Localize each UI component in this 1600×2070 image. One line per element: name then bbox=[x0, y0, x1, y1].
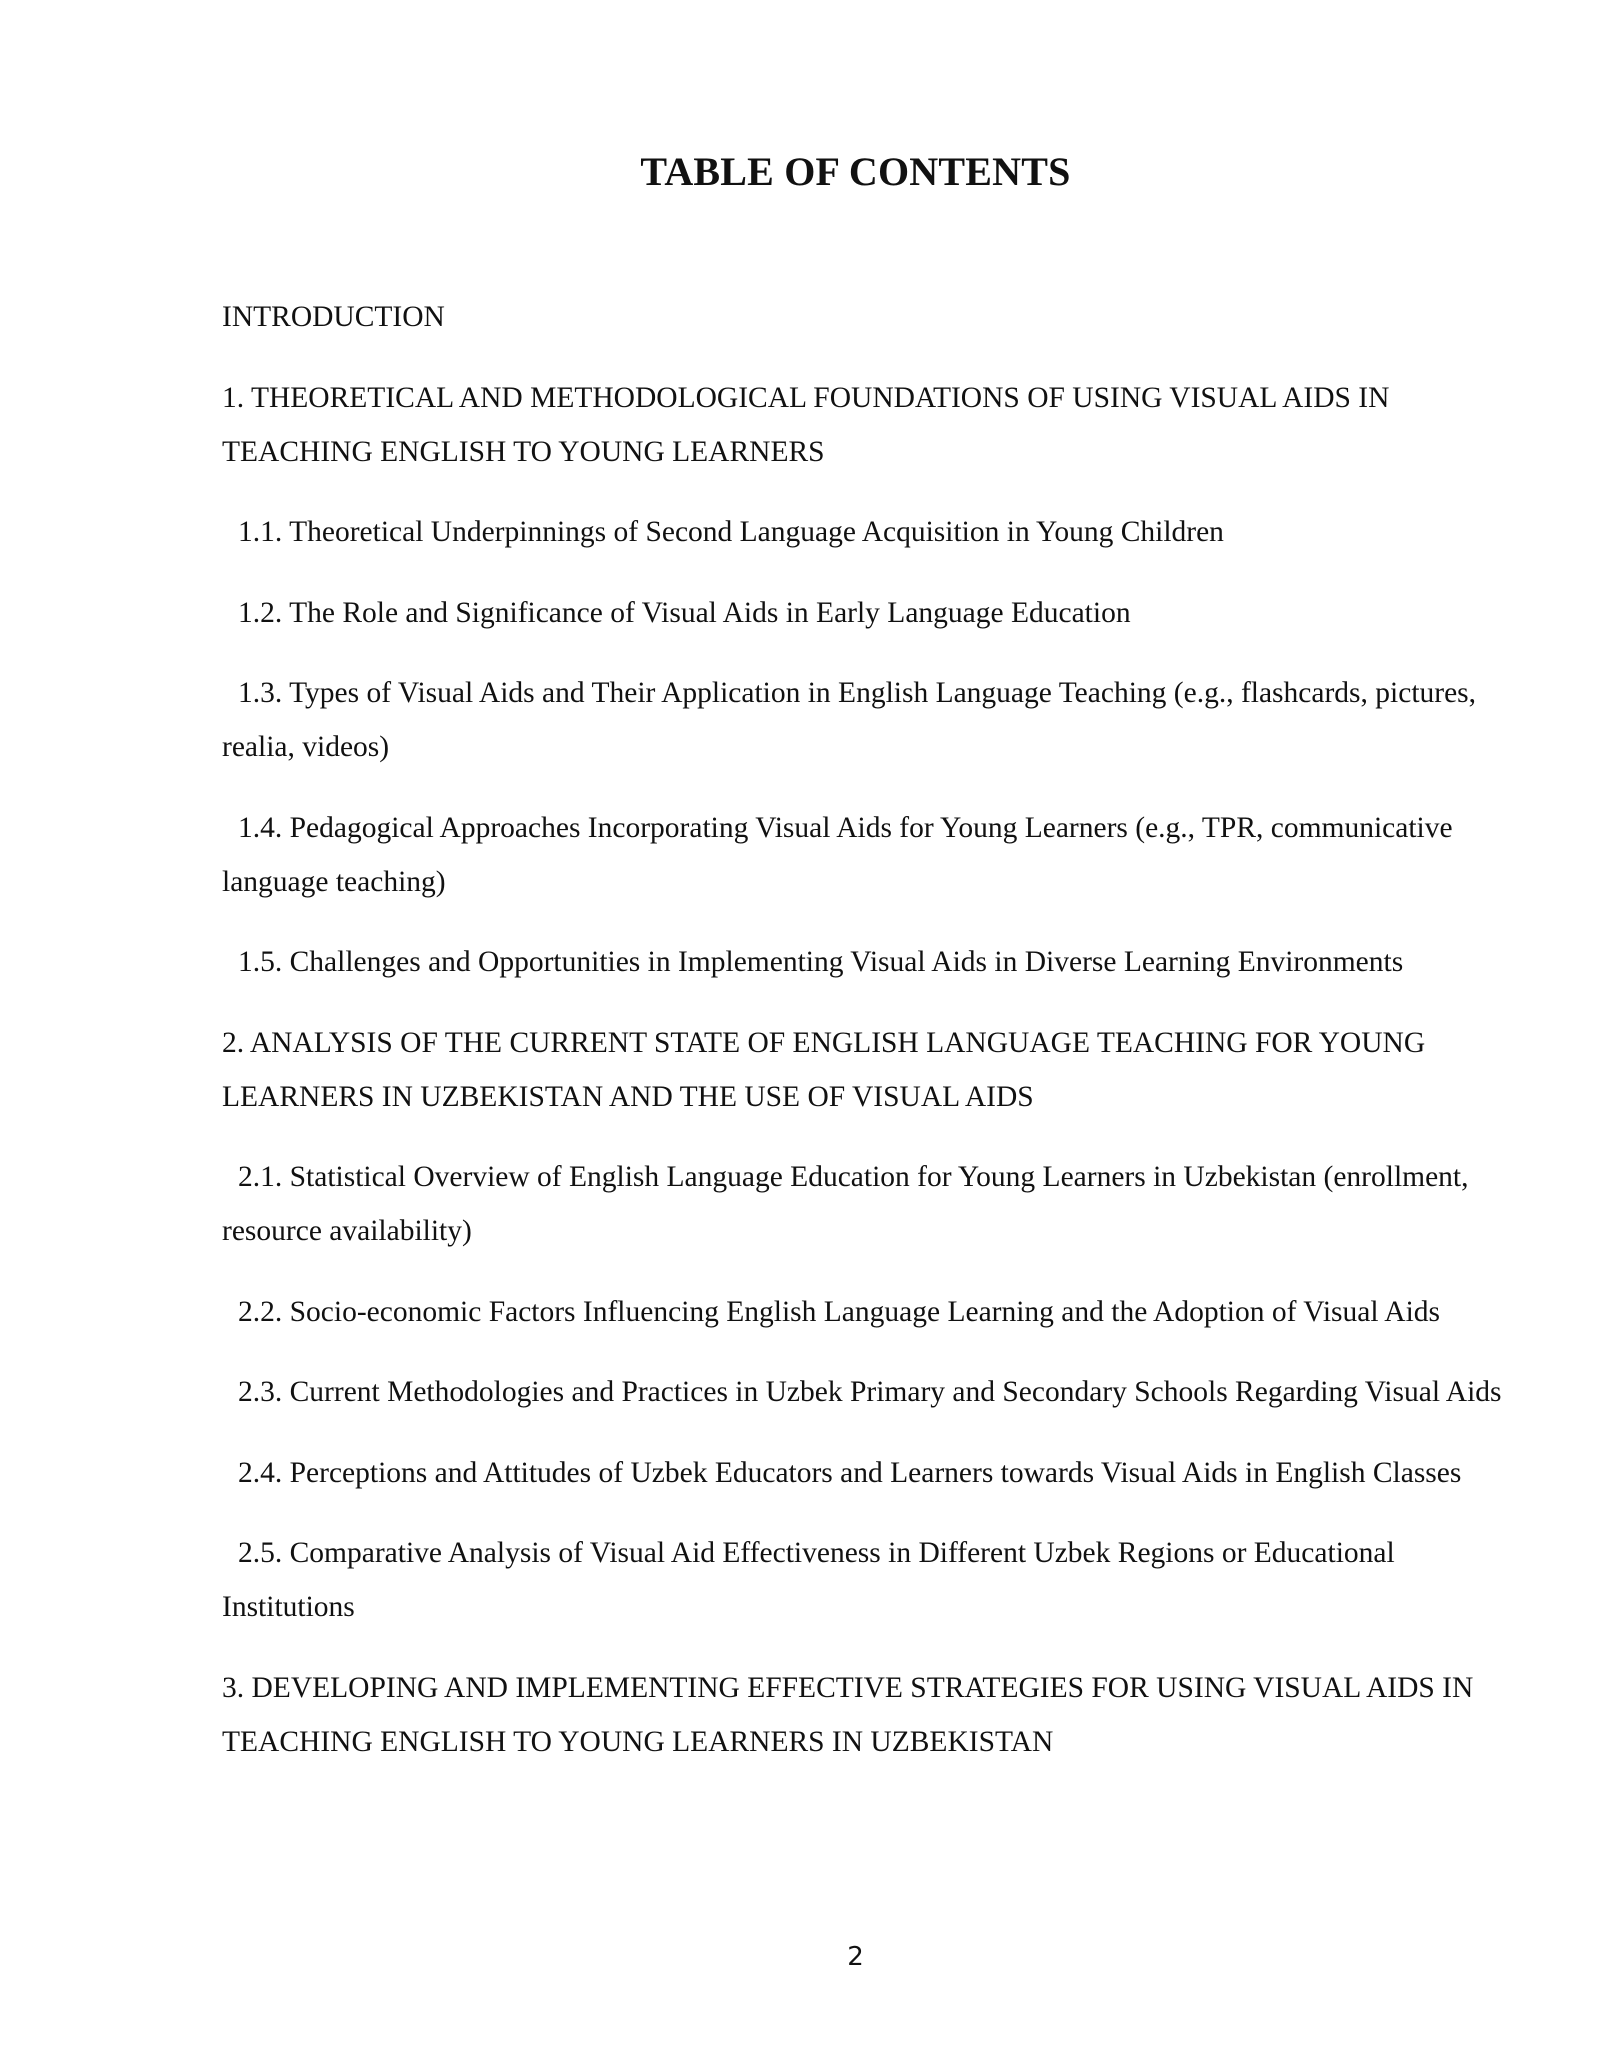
toc-entry-section-2-1[interactable]: 2.1. Statistical Overview of English Language Education for Young Learners in Uzbekistan (enrollment, resource availability) bbox=[222, 1161, 1469, 1247]
toc-entry-section-2-4[interactable]: 2.4. Perceptions and Attitudes of Uzbek Educators and Learners towards Visual Aids in English Classes bbox=[238, 1456, 1462, 1489]
toc-entry-chapter-3[interactable]: 3. DEVELOPING AND IMPLEMENTING EFFECTIVE STRATEGIES FOR USING VISUAL AIDS IN TEACHING ENGLISH TO YOUNG LEARNERS IN UZBEKISTAN bbox=[222, 1671, 1474, 1758]
page-title: TABLE OF CONTENTS bbox=[640, 149, 1071, 194]
toc-entry-section-1-1[interactable]: 1.1. Theoretical Underpinnings of Second Language Acquisition in Young Children bbox=[238, 516, 1224, 548]
toc-entry-section-1-2[interactable]: 1.2. The Role and Significance of Visual Aids in Early Language Education bbox=[238, 596, 1131, 629]
page-number: 2 bbox=[847, 1942, 864, 1972]
toc-entry-chapter-1[interactable]: 1. THEORETICAL AND METHODOLOGICAL FOUNDATIONS OF USING VISUAL AIDS IN TEACHING ENGLISH TO YOUNG LEARNERS bbox=[222, 381, 1390, 468]
toc-entry-chapter-2[interactable]: 2. ANALYSIS OF THE CURRENT STATE OF ENGLISH LANGUAGE TEACHING FOR YOUNG LEARNERS IN UZBEKISTAN AND THE USE OF VISUAL AIDS bbox=[222, 1026, 1426, 1113]
toc-entry-section-1-4[interactable]: 1.4. Pedagogical Approaches Incorporating Visual Aids for Young Learners (e.g., TPR, communicative language teaching) bbox=[222, 811, 1453, 898]
toc-entry-section-2-3[interactable]: 2.3. Current Methodologies and Practices in Uzbek Primary and Secondary Schools Regarding Visual Aids bbox=[238, 1376, 1502, 1408]
toc-entry-section-2-5[interactable]: 2.5. Comparative Analysis of Visual Aid Effectiveness in Different Uzbek Regions or Educational Institutions bbox=[222, 1537, 1395, 1623]
toc-entry-section-1-5[interactable]: 1.5. Challenges and Opportunities in Implementing Visual Aids in Diverse Learning Environments bbox=[238, 946, 1404, 978]
toc-entry-introduction[interactable]: INTRODUCTION bbox=[222, 301, 445, 333]
toc-entry-section-2-2[interactable]: 2.2. Socio-economic Factors Influencing English Language Learning and the Adoption of Visual Aids bbox=[238, 1295, 1441, 1328]
table-of-contents bbox=[222, 290, 1512, 1795]
toc-entry-section-1-3[interactable]: 1.3. Types of Visual Aids and Their Application in English Language Teaching (e.g., flashcards, pictures, realia, videos) bbox=[222, 677, 1477, 763]
